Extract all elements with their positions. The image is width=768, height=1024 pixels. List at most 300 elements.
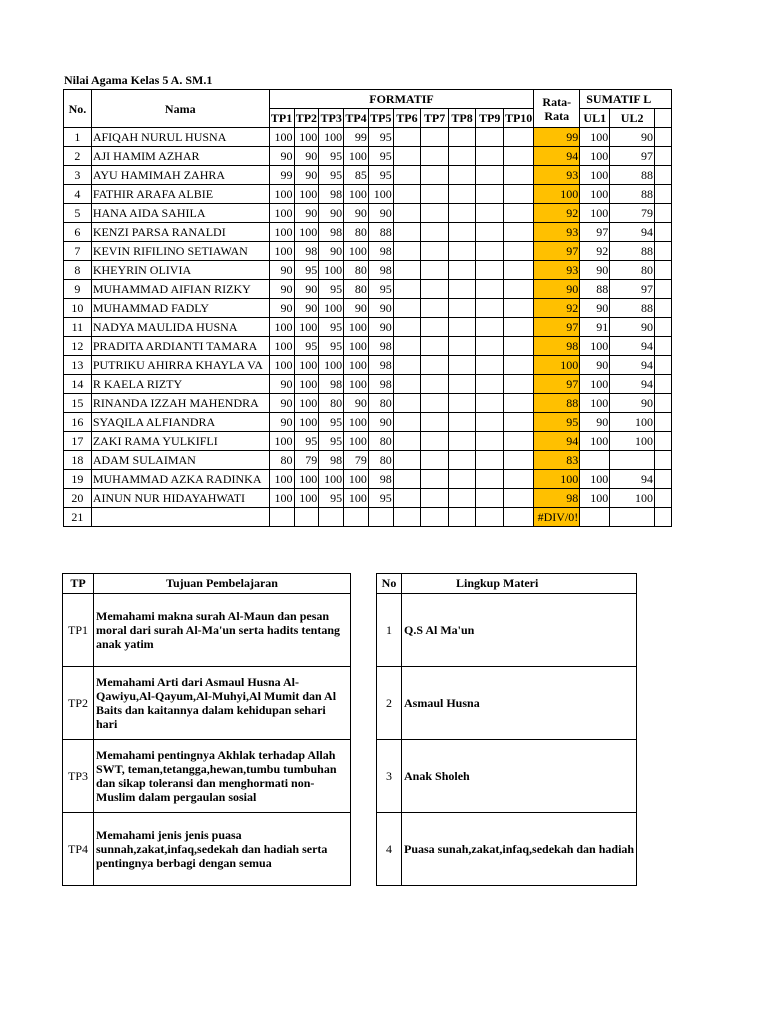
score-tp8[interactable] <box>448 432 476 451</box>
score-ul2[interactable]: 100 <box>610 489 655 508</box>
row-no[interactable]: 7 <box>64 242 92 261</box>
row-no[interactable]: 12 <box>64 337 92 356</box>
score-tp10[interactable] <box>503 185 533 204</box>
score-tp8[interactable] <box>448 394 476 413</box>
tp-description[interactable]: Memahami Arti dari Asmaul Husna Al-Qawiyu,Al-Qayum,Al-Muhyi,Al Mumit dan Al Baits dan kaitannya dalam kehidupan sehari hari <box>94 667 351 740</box>
tp-code[interactable]: TP1 <box>63 594 94 667</box>
lm-no[interactable]: 3 <box>377 740 402 813</box>
score-tp7[interactable] <box>421 394 449 413</box>
score-tp6[interactable] <box>393 128 421 147</box>
row-no[interactable]: 4 <box>64 185 92 204</box>
row-no[interactable]: 16 <box>64 413 92 432</box>
score-tp2[interactable]: 100 <box>294 489 319 508</box>
score-tp5[interactable]: 90 <box>368 413 393 432</box>
row-no[interactable]: 6 <box>64 223 92 242</box>
score-ul2[interactable]: 94 <box>610 375 655 394</box>
score-tp9[interactable] <box>476 299 504 318</box>
score-tp8[interactable] <box>448 166 476 185</box>
lm-name[interactable]: Puasa sunah,zakat,infaq,sedekah dan hadiah <box>402 813 637 886</box>
score-ul1[interactable]: 100 <box>580 128 610 147</box>
score-tp2[interactable] <box>294 508 319 527</box>
student-name[interactable]: R KAELA RIZTY <box>91 375 269 394</box>
score-ul2[interactable] <box>610 451 655 470</box>
score-tp10[interactable] <box>503 299 533 318</box>
score-ul1[interactable]: 100 <box>580 185 610 204</box>
average-cell[interactable]: 100 <box>534 185 580 204</box>
score-tp10[interactable] <box>503 508 533 527</box>
score-tp1[interactable] <box>269 508 294 527</box>
extra-cell[interactable] <box>655 166 672 185</box>
score-tp2[interactable]: 100 <box>294 375 319 394</box>
score-tp3[interactable]: 95 <box>319 432 344 451</box>
score-tp7[interactable] <box>421 185 449 204</box>
score-tp7[interactable] <box>421 223 449 242</box>
student-name[interactable]: NADYA MAULIDA HUSNA <box>91 318 269 337</box>
score-tp7[interactable] <box>421 337 449 356</box>
score-tp3[interactable]: 90 <box>319 204 344 223</box>
score-tp2[interactable]: 100 <box>294 356 319 375</box>
score-tp4[interactable]: 85 <box>344 166 369 185</box>
score-tp2[interactable]: 100 <box>294 223 319 242</box>
score-tp2[interactable]: 100 <box>294 394 319 413</box>
score-tp10[interactable] <box>503 166 533 185</box>
extra-cell[interactable] <box>655 375 672 394</box>
score-tp2[interactable]: 95 <box>294 432 319 451</box>
score-tp3[interactable]: 100 <box>319 470 344 489</box>
score-tp1[interactable]: 90 <box>269 413 294 432</box>
score-tp6[interactable] <box>393 508 421 527</box>
average-cell[interactable]: 98 <box>534 489 580 508</box>
student-name[interactable]: KEVIN RIFILINO SETIAWAN <box>91 242 269 261</box>
score-ul2[interactable]: 94 <box>610 356 655 375</box>
score-tp2[interactable]: 100 <box>294 318 319 337</box>
score-tp4[interactable]: 100 <box>344 375 369 394</box>
score-tp1[interactable]: 100 <box>269 185 294 204</box>
score-ul1[interactable] <box>580 508 610 527</box>
score-ul2[interactable]: 94 <box>610 470 655 489</box>
score-ul1[interactable]: 90 <box>580 356 610 375</box>
score-tp9[interactable] <box>476 432 504 451</box>
score-ul2[interactable]: 90 <box>610 128 655 147</box>
score-tp10[interactable] <box>503 280 533 299</box>
score-tp3[interactable]: 95 <box>319 489 344 508</box>
score-tp6[interactable] <box>393 356 421 375</box>
score-tp1[interactable]: 100 <box>269 318 294 337</box>
score-tp1[interactable]: 100 <box>269 432 294 451</box>
score-tp5[interactable]: 80 <box>368 394 393 413</box>
score-tp4[interactable]: 100 <box>344 413 369 432</box>
row-no[interactable]: 18 <box>64 451 92 470</box>
score-tp4[interactable]: 100 <box>344 356 369 375</box>
score-tp10[interactable] <box>503 394 533 413</box>
row-no[interactable]: 1 <box>64 128 92 147</box>
score-ul2[interactable]: 90 <box>610 394 655 413</box>
score-tp9[interactable] <box>476 318 504 337</box>
tp-description[interactable]: Memahami makna surah Al-Maun dan pesan moral dari surah Al-Ma'un serta hadits tentang anak yatim <box>94 594 351 667</box>
average-cell[interactable]: 93 <box>534 166 580 185</box>
score-tp4[interactable]: 100 <box>344 489 369 508</box>
lm-no[interactable]: 1 <box>377 594 402 667</box>
tp-description[interactable]: Memahami jenis jenis puasa sunnah,zakat,infaq,sedekah dan hadiah serta pentingnya berbagi dengan semua <box>94 813 351 886</box>
score-ul1[interactable]: 90 <box>580 261 610 280</box>
extra-cell[interactable] <box>655 185 672 204</box>
score-tp5[interactable]: 98 <box>368 375 393 394</box>
score-tp8[interactable] <box>448 204 476 223</box>
score-tp3[interactable]: 100 <box>319 356 344 375</box>
score-tp10[interactable] <box>503 242 533 261</box>
score-tp7[interactable] <box>421 470 449 489</box>
tp-code[interactable]: TP3 <box>63 740 94 813</box>
lm-no[interactable]: 4 <box>377 813 402 886</box>
score-tp5[interactable]: 95 <box>368 128 393 147</box>
extra-cell[interactable] <box>655 356 672 375</box>
student-name[interactable]: SYAQILA ALFIANDRA <box>91 413 269 432</box>
score-tp10[interactable] <box>503 375 533 394</box>
score-ul1[interactable]: 100 <box>580 432 610 451</box>
score-tp6[interactable] <box>393 299 421 318</box>
row-no[interactable]: 9 <box>64 280 92 299</box>
score-ul1[interactable]: 97 <box>580 223 610 242</box>
score-tp5[interactable]: 88 <box>368 223 393 242</box>
score-tp4[interactable]: 100 <box>344 470 369 489</box>
score-tp6[interactable] <box>393 280 421 299</box>
score-tp2[interactable]: 90 <box>294 299 319 318</box>
average-cell[interactable]: 100 <box>534 356 580 375</box>
score-tp4[interactable]: 79 <box>344 451 369 470</box>
score-ul2[interactable]: 100 <box>610 432 655 451</box>
score-tp5[interactable]: 90 <box>368 204 393 223</box>
row-no[interactable]: 10 <box>64 299 92 318</box>
score-tp6[interactable] <box>393 337 421 356</box>
average-cell[interactable]: 93 <box>534 261 580 280</box>
extra-cell[interactable] <box>655 413 672 432</box>
score-tp7[interactable] <box>421 508 449 527</box>
average-cell[interactable]: 98 <box>534 337 580 356</box>
score-tp6[interactable] <box>393 470 421 489</box>
score-tp1[interactable]: 100 <box>269 337 294 356</box>
score-ul2[interactable]: 88 <box>610 185 655 204</box>
score-tp2[interactable]: 100 <box>294 128 319 147</box>
score-tp8[interactable] <box>448 223 476 242</box>
score-tp1[interactable]: 90 <box>269 299 294 318</box>
score-tp3[interactable]: 100 <box>319 128 344 147</box>
extra-cell[interactable] <box>655 223 672 242</box>
average-cell[interactable]: #DIV/0! <box>534 508 580 527</box>
student-name[interactable]: AFIQAH NURUL HUSNA <box>91 128 269 147</box>
score-tp4[interactable]: 80 <box>344 261 369 280</box>
score-tp6[interactable] <box>393 432 421 451</box>
extra-cell[interactable] <box>655 394 672 413</box>
score-tp9[interactable] <box>476 489 504 508</box>
score-ul2[interactable] <box>610 508 655 527</box>
score-ul1[interactable]: 100 <box>580 337 610 356</box>
extra-cell[interactable] <box>655 204 672 223</box>
score-tp7[interactable] <box>421 147 449 166</box>
score-tp2[interactable]: 90 <box>294 166 319 185</box>
student-name[interactable]: AJI HAMIM AZHAR <box>91 147 269 166</box>
score-tp5[interactable]: 80 <box>368 451 393 470</box>
extra-cell[interactable] <box>655 318 672 337</box>
score-tp4[interactable]: 100 <box>344 185 369 204</box>
student-name[interactable]: MUHAMMAD AZKA RADINKA <box>91 470 269 489</box>
score-tp1[interactable]: 90 <box>269 280 294 299</box>
score-ul1[interactable]: 90 <box>580 299 610 318</box>
extra-cell[interactable] <box>655 470 672 489</box>
score-tp5[interactable]: 98 <box>368 242 393 261</box>
score-tp8[interactable] <box>448 508 476 527</box>
score-tp5[interactable]: 98 <box>368 356 393 375</box>
average-cell[interactable]: 94 <box>534 147 580 166</box>
score-tp1[interactable]: 90 <box>269 261 294 280</box>
score-tp1[interactable]: 100 <box>269 242 294 261</box>
score-ul1[interactable] <box>580 451 610 470</box>
score-ul2[interactable]: 94 <box>610 337 655 356</box>
row-no[interactable]: 15 <box>64 394 92 413</box>
score-tp8[interactable] <box>448 128 476 147</box>
score-tp7[interactable] <box>421 318 449 337</box>
lm-name[interactable]: Asmaul Husna <box>402 667 637 740</box>
score-tp9[interactable] <box>476 451 504 470</box>
lm-name[interactable]: Anak Sholeh <box>402 740 637 813</box>
score-tp8[interactable] <box>448 261 476 280</box>
score-tp9[interactable] <box>476 508 504 527</box>
score-tp6[interactable] <box>393 242 421 261</box>
score-tp2[interactable]: 95 <box>294 261 319 280</box>
score-ul2[interactable]: 80 <box>610 261 655 280</box>
score-tp8[interactable] <box>448 489 476 508</box>
extra-cell[interactable] <box>655 451 672 470</box>
score-ul1[interactable]: 92 <box>580 242 610 261</box>
score-tp4[interactable]: 100 <box>344 242 369 261</box>
row-no[interactable]: 21 <box>64 508 92 527</box>
score-tp3[interactable]: 95 <box>319 318 344 337</box>
row-no[interactable]: 11 <box>64 318 92 337</box>
score-tp3[interactable]: 98 <box>319 185 344 204</box>
score-tp3[interactable]: 98 <box>319 375 344 394</box>
score-tp9[interactable] <box>476 280 504 299</box>
score-tp5[interactable]: 95 <box>368 147 393 166</box>
score-tp7[interactable] <box>421 280 449 299</box>
score-tp6[interactable] <box>393 375 421 394</box>
average-cell[interactable]: 83 <box>534 451 580 470</box>
score-tp5[interactable]: 98 <box>368 337 393 356</box>
student-name[interactable]: AINUN NUR HIDAYAHWATI <box>91 489 269 508</box>
score-tp1[interactable]: 90 <box>269 375 294 394</box>
student-name[interactable]: RINANDA IZZAH MAHENDRA <box>91 394 269 413</box>
score-tp1[interactable]: 100 <box>269 470 294 489</box>
score-tp2[interactable]: 90 <box>294 204 319 223</box>
score-tp9[interactable] <box>476 375 504 394</box>
score-tp9[interactable] <box>476 261 504 280</box>
row-no[interactable]: 19 <box>64 470 92 489</box>
score-ul1[interactable]: 100 <box>580 489 610 508</box>
score-tp1[interactable]: 99 <box>269 166 294 185</box>
tp-code[interactable]: TP4 <box>63 813 94 886</box>
student-name[interactable] <box>91 508 269 527</box>
score-tp4[interactable]: 100 <box>344 318 369 337</box>
score-tp9[interactable] <box>476 356 504 375</box>
score-tp7[interactable] <box>421 432 449 451</box>
student-name[interactable]: HANA AIDA SAHILA <box>91 204 269 223</box>
score-tp3[interactable] <box>319 508 344 527</box>
score-tp6[interactable] <box>393 204 421 223</box>
score-tp6[interactable] <box>393 147 421 166</box>
student-name[interactable]: KHEYRIN OLIVIA <box>91 261 269 280</box>
score-tp8[interactable] <box>448 280 476 299</box>
score-tp10[interactable] <box>503 489 533 508</box>
score-ul1[interactable]: 100 <box>580 375 610 394</box>
average-cell[interactable]: 90 <box>534 280 580 299</box>
score-tp5[interactable]: 100 <box>368 185 393 204</box>
score-tp10[interactable] <box>503 337 533 356</box>
score-tp6[interactable] <box>393 413 421 432</box>
score-tp9[interactable] <box>476 147 504 166</box>
score-tp3[interactable]: 100 <box>319 299 344 318</box>
score-tp5[interactable]: 90 <box>368 299 393 318</box>
score-tp3[interactable]: 98 <box>319 223 344 242</box>
score-tp3[interactable]: 90 <box>319 242 344 261</box>
score-tp7[interactable] <box>421 128 449 147</box>
score-tp1[interactable]: 90 <box>269 394 294 413</box>
row-no[interactable]: 20 <box>64 489 92 508</box>
score-tp10[interactable] <box>503 128 533 147</box>
score-tp7[interactable] <box>421 489 449 508</box>
score-tp10[interactable] <box>503 470 533 489</box>
extra-cell[interactable] <box>655 280 672 299</box>
average-cell[interactable]: 92 <box>534 299 580 318</box>
row-no[interactable]: 13 <box>64 356 92 375</box>
score-tp10[interactable] <box>503 432 533 451</box>
score-ul1[interactable]: 100 <box>580 394 610 413</box>
extra-cell[interactable] <box>655 128 672 147</box>
score-tp2[interactable]: 90 <box>294 280 319 299</box>
score-tp6[interactable] <box>393 223 421 242</box>
student-name[interactable]: MUHAMMAD AIFIAN RIZKY <box>91 280 269 299</box>
score-tp8[interactable] <box>448 299 476 318</box>
row-no[interactable]: 17 <box>64 432 92 451</box>
score-tp10[interactable] <box>503 318 533 337</box>
student-name[interactable]: PUTRIKU AHIRRA KHAYLA VA <box>91 356 269 375</box>
lm-name[interactable]: Q.S Al Ma'un <box>402 594 637 667</box>
score-tp7[interactable] <box>421 166 449 185</box>
score-tp8[interactable] <box>448 185 476 204</box>
score-tp7[interactable] <box>421 375 449 394</box>
score-tp1[interactable]: 100 <box>269 356 294 375</box>
score-tp6[interactable] <box>393 166 421 185</box>
score-tp4[interactable]: 80 <box>344 223 369 242</box>
score-tp8[interactable] <box>448 413 476 432</box>
score-tp1[interactable]: 100 <box>269 204 294 223</box>
extra-cell[interactable] <box>655 337 672 356</box>
score-tp3[interactable]: 80 <box>319 394 344 413</box>
score-tp2[interactable]: 79 <box>294 451 319 470</box>
student-name[interactable]: ZAKI RAMA YULKIFLI <box>91 432 269 451</box>
score-tp10[interactable] <box>503 356 533 375</box>
score-tp4[interactable]: 90 <box>344 299 369 318</box>
row-no[interactable]: 14 <box>64 375 92 394</box>
score-ul1[interactable]: 88 <box>580 280 610 299</box>
score-tp2[interactable]: 100 <box>294 413 319 432</box>
score-tp8[interactable] <box>448 337 476 356</box>
score-tp1[interactable]: 100 <box>269 489 294 508</box>
score-tp10[interactable] <box>503 261 533 280</box>
score-ul2[interactable]: 94 <box>610 223 655 242</box>
score-ul1[interactable]: 100 <box>580 147 610 166</box>
score-tp2[interactable]: 95 <box>294 337 319 356</box>
tp-code[interactable]: TP2 <box>63 667 94 740</box>
score-tp9[interactable] <box>476 470 504 489</box>
score-tp8[interactable] <box>448 147 476 166</box>
score-tp9[interactable] <box>476 223 504 242</box>
average-cell[interactable]: 97 <box>534 375 580 394</box>
score-tp5[interactable] <box>368 508 393 527</box>
row-no[interactable]: 5 <box>64 204 92 223</box>
score-tp2[interactable]: 98 <box>294 242 319 261</box>
score-tp1[interactable]: 100 <box>269 128 294 147</box>
extra-cell[interactable] <box>655 508 672 527</box>
score-tp4[interactable]: 90 <box>344 204 369 223</box>
score-ul2[interactable]: 88 <box>610 166 655 185</box>
score-ul2[interactable]: 88 <box>610 242 655 261</box>
average-cell[interactable]: 99 <box>534 128 580 147</box>
score-tp10[interactable] <box>503 451 533 470</box>
student-name[interactable]: MUHAMMAD FADLY <box>91 299 269 318</box>
extra-cell[interactable] <box>655 299 672 318</box>
score-tp9[interactable] <box>476 185 504 204</box>
score-tp8[interactable] <box>448 451 476 470</box>
extra-cell[interactable] <box>655 432 672 451</box>
score-tp3[interactable]: 95 <box>319 166 344 185</box>
row-no[interactable]: 2 <box>64 147 92 166</box>
score-tp7[interactable] <box>421 356 449 375</box>
score-tp9[interactable] <box>476 166 504 185</box>
average-cell[interactable]: 97 <box>534 318 580 337</box>
average-cell[interactable]: 97 <box>534 242 580 261</box>
score-tp5[interactable]: 95 <box>368 280 393 299</box>
score-tp2[interactable]: 90 <box>294 147 319 166</box>
score-tp9[interactable] <box>476 394 504 413</box>
extra-cell[interactable] <box>655 489 672 508</box>
row-no[interactable]: 8 <box>64 261 92 280</box>
score-tp8[interactable] <box>448 356 476 375</box>
score-tp8[interactable] <box>448 375 476 394</box>
score-tp5[interactable]: 90 <box>368 318 393 337</box>
score-tp6[interactable] <box>393 185 421 204</box>
student-name[interactable]: AYU HAMIMAH ZAHRA <box>91 166 269 185</box>
score-tp1[interactable]: 80 <box>269 451 294 470</box>
score-tp10[interactable] <box>503 147 533 166</box>
score-tp3[interactable]: 98 <box>319 451 344 470</box>
score-tp5[interactable]: 98 <box>368 261 393 280</box>
score-tp4[interactable]: 90 <box>344 394 369 413</box>
student-name[interactable]: KENZI PARSA RANALDI <box>91 223 269 242</box>
average-cell[interactable]: 93 <box>534 223 580 242</box>
average-cell[interactable]: 95 <box>534 413 580 432</box>
score-tp3[interactable]: 100 <box>319 261 344 280</box>
score-tp7[interactable] <box>421 242 449 261</box>
score-tp5[interactable]: 98 <box>368 470 393 489</box>
score-ul1[interactable]: 91 <box>580 318 610 337</box>
score-tp4[interactable]: 99 <box>344 128 369 147</box>
score-tp7[interactable] <box>421 413 449 432</box>
score-ul2[interactable]: 79 <box>610 204 655 223</box>
score-tp10[interactable] <box>503 223 533 242</box>
score-ul1[interactable]: 100 <box>580 470 610 489</box>
score-tp4[interactable]: 100 <box>344 432 369 451</box>
score-tp7[interactable] <box>421 451 449 470</box>
score-tp5[interactable]: 80 <box>368 432 393 451</box>
score-tp3[interactable]: 95 <box>319 147 344 166</box>
